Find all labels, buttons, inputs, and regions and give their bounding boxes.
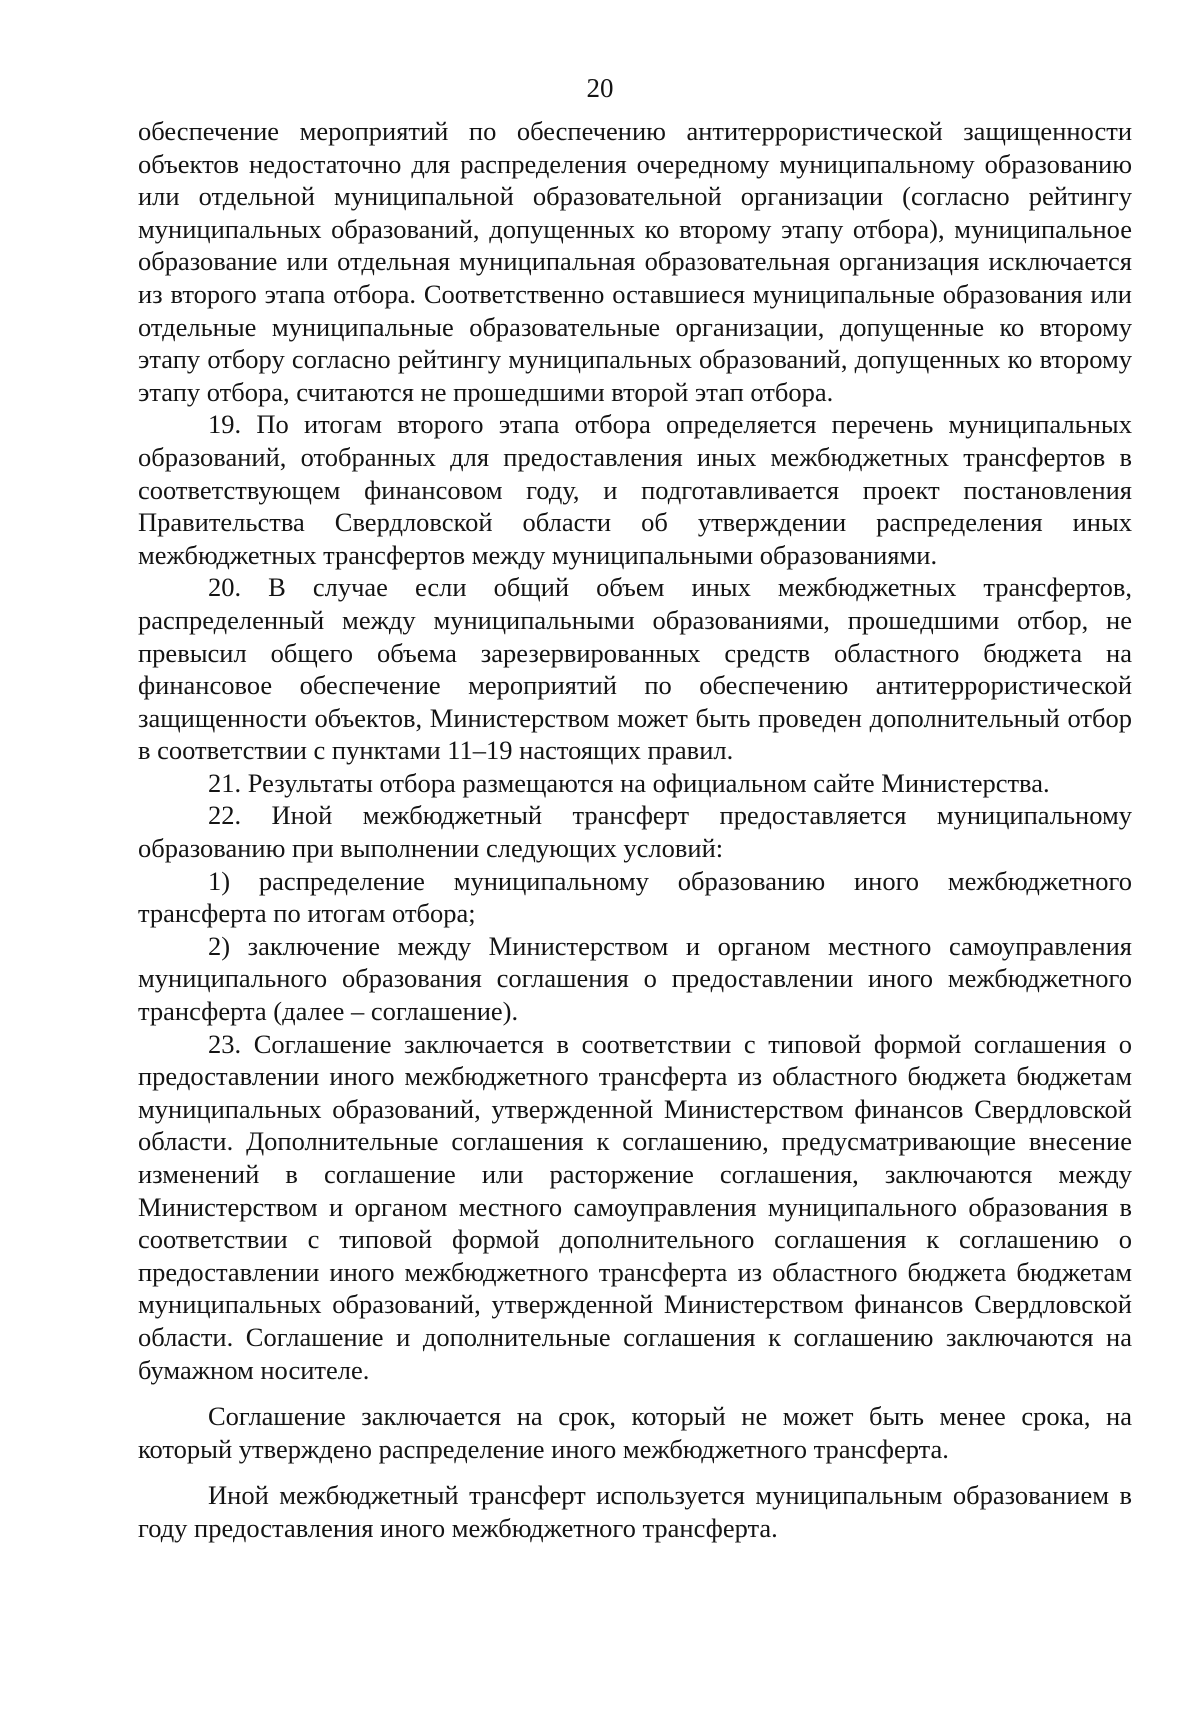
paragraph-subitem-1: 1) распределение муниципальному образованию иного межбюджетного трансферта по итогам отбора; [138, 865, 1132, 929]
paragraph-item-22: 22. Иной межбюджетный трансферт предоставляется муниципальному образованию при выполнении следующих условий: [138, 800, 1132, 864]
paragraph-item-21: 21. Результаты отбора размещаются на официальном сайте Министерства. [208, 767, 1050, 798]
document-body [138, 115, 1132, 1545]
page-number: 20 [586, 73, 614, 103]
paragraph-item-23: 23. Соглашение заключается в соответствии с типовой формой соглашения о предоставлении иного межбюджетного трансферта из областного бюджета бюджетам муниципальных образований, утвержденной Министерством финансов Свердловской области. Дополнительные соглашения к соглашению, предусматривающие внесение изменений в соглашение или расторжение соглашения, заключаются между Министерством и органом местного самоуправления муниципального образования в соответствии с типовой формой дополнительного соглашения к соглашению о предоставлении иного межбюджетного трансферта из областного бюджета бюджетам муниципальных образований, утвержденной Министерством финансов Свердловской области. Соглашение и дополнительные соглашения к соглашению заключаются на бумажном носителе. [138, 1028, 1132, 1385]
paragraph-continuation: обеспечение мероприятий по обеспечению антитеррористической защищенности объектов недостаточно для распределения очередному муниципальному образованию или отдельной муниципальной образовательной организации (согласно рейтингу муниципальных образований, допущенных ко второму этапу отбора), муниципальное образование или отдельная муниципальная образовательная организация исключается из второго этапа отбора. Соответственно оставшиеся муниципальные образования или отдельные муниципальные образовательные организации, допущенные ко второму этапу отбору согласно рейтингу муниципальных образований, допущенных ко второму этапу отбора, считаются не прошедшими второй этап отбора. [138, 116, 1132, 407]
paragraph-item-20: 20. В случае если общий объем иных межбюджетных трансфертов, распределенный между муниципальными образованиями, прошедшими отбор, не превысил общего объема зарезервированных средств областного бюджета на финансовое обеспечение мероприятий по обеспечению антитеррористической защищенности объектов, Министерством может быть проведен дополнительный отбор в соответствии с пунктами 11–19 настоящих правил. [138, 572, 1132, 766]
paragraph-item-19: 19. По итогам второго этапа отбора определяется перечень муниципальных образований, отобранных для предоставления иных межбюджетных трансфертов в соответствующем финансовом году, и подготавливается проект постановления Правительства Свердловской области об утверждении распределения иных межбюджетных трансфертов между муниципальными образованиями. [138, 409, 1132, 570]
paragraph-transfer-usage: Иной межбюджетный трансферт используется муниципальным образованием в году предоставления иного межбюджетного трансферта. [138, 1480, 1132, 1543]
paragraph-agreement-term: Соглашение заключается на срок, который не может быть менее срока, на который утверждено распределение иного межбюджетного трансферта. [138, 1401, 1132, 1464]
paragraph-subitem-2: 2) заключение между Министерством и органом местного самоуправления муниципального образования соглашения о предоставлении иного межбюджетного трансферта (далее – соглашение). [138, 930, 1132, 1027]
